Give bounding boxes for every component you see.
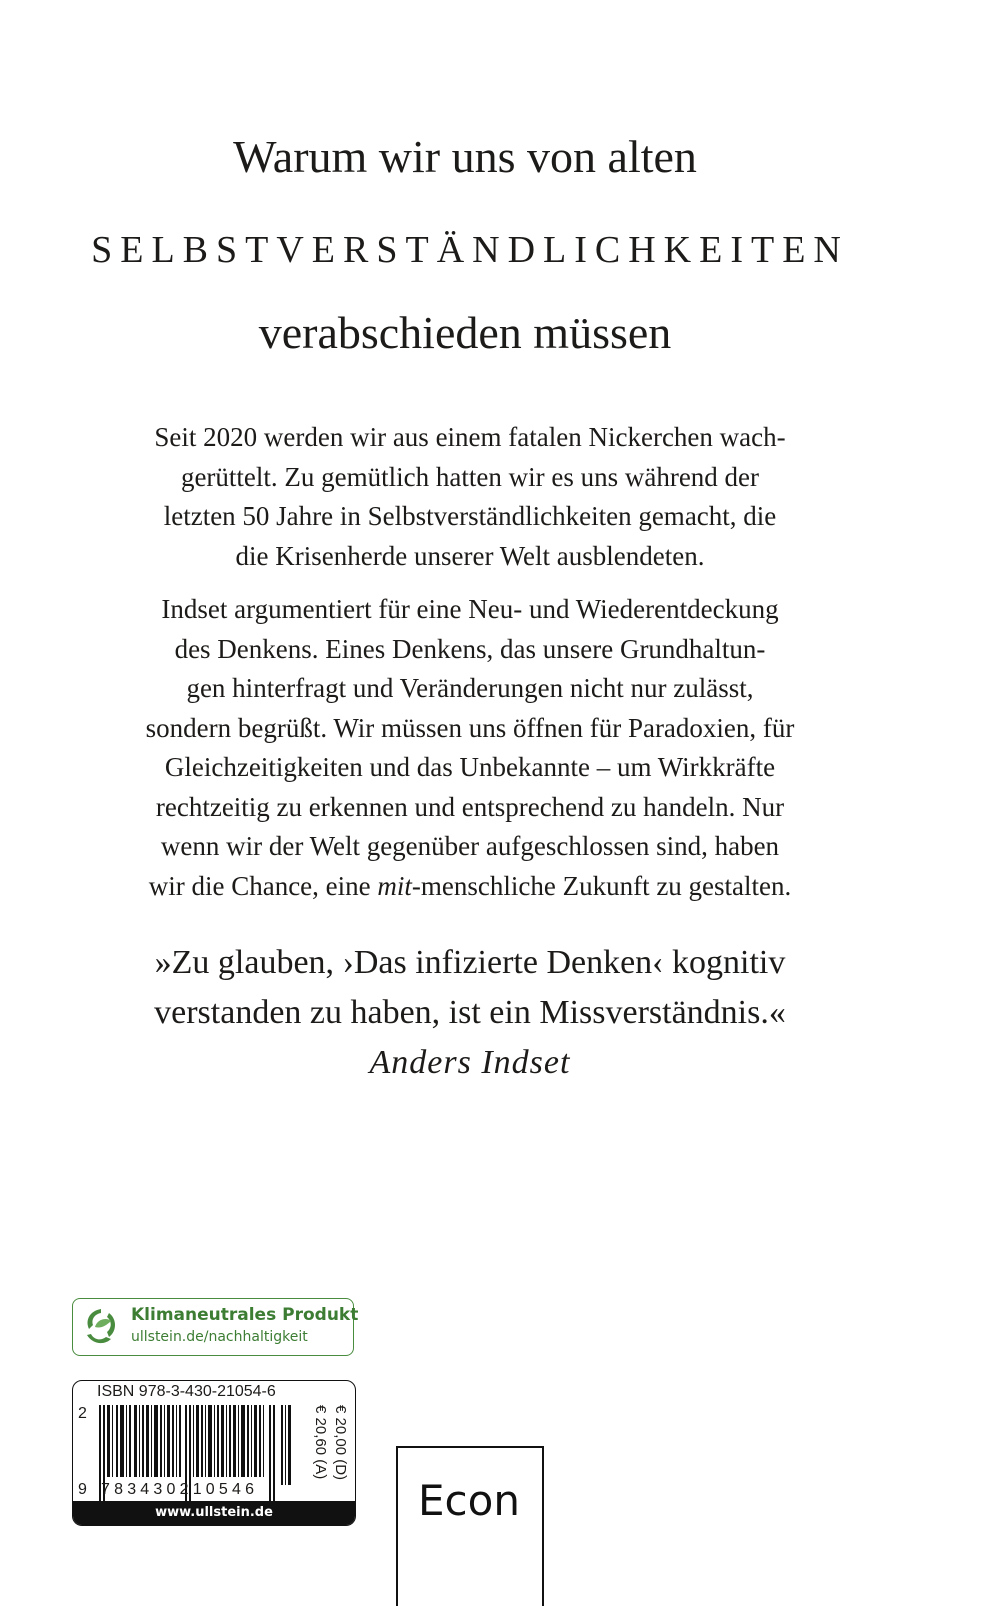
blurb-line: Gleichzeitigkeiten und das Unbekannte – um Wirkkräfte	[164, 752, 776, 782]
barcode-addon-digit: 2	[78, 1405, 87, 1422]
recycle-leaf-icon	[79, 1305, 123, 1349]
blurb-line: gen hinterfragt und Veränderungen nicht nur zulässt,	[186, 673, 754, 703]
quote-author: Anders Indset	[369, 1044, 571, 1081]
blurb-line: letzten 50 Jahre in Selbstverständlichkeiten gemacht, die	[163, 501, 777, 531]
headline-line-2: SELBSTVERSTÄNDLICHKEITEN	[91, 229, 849, 271]
blurb-line: wenn wir der Welt gegenüber aufgeschlossen sind, haben	[160, 831, 780, 861]
blurb-line: Seit 2020 werden wir aus einem fatalen Nickerchen wach-	[154, 422, 786, 452]
blurb-italic-word: mit	[377, 870, 412, 901]
price-block	[299, 1405, 355, 1479]
barcode-digits: 783430210546	[101, 1481, 259, 1498]
headline-line-1: Warum wir uns von alten	[233, 131, 697, 182]
blurb-line-last	[80, 867, 860, 907]
price-austria: € 20,60 (A)	[312, 1405, 329, 1480]
publisher-website: www.ullstein.de	[73, 1501, 355, 1525]
blurb-line: gerüttelt. Zu gemütlich hatten wir es uns während der	[180, 461, 760, 492]
badge-url: ullstein.de/nachhaltigkeit	[131, 1329, 308, 1345]
isbn-number: ISBN 978-3-430-21054-6	[97, 1383, 276, 1400]
barcode-lead-digit: 9	[78, 1481, 87, 1498]
blurb-line: des Denkens. Eines Denkens, das unsere Grundhaltun-	[174, 633, 766, 664]
blurb-text-before: wir die Chance, eine	[148, 870, 378, 901]
blurb-line: rechtzeitig zu erkennen und entsprechend zu handeln. Nur	[155, 791, 785, 822]
blurb-paragraph-2	[80, 590, 860, 906]
blurb-line: sondern begrüßt. Wir müssen uns öffnen für Paradoxien, für	[145, 712, 795, 743]
badge-title: Klimaneutrales Produkt	[131, 1305, 359, 1325]
blurb-paragraph-1	[80, 418, 860, 576]
pull-quote	[60, 938, 880, 1088]
barcode-panel	[72, 1380, 356, 1526]
blurb-text-after: -menschliche Zukunft zu gestalten.	[411, 870, 792, 901]
publisher-logo: Econ	[418, 1476, 520, 1525]
quote-line-1: »Zu glauben, ›Das infizierte Denken‹ kognitiv	[154, 944, 786, 981]
price-germany: € 20,00 (D)	[332, 1405, 349, 1481]
quote-line-2: verstanden zu haben, ist ein Missverständnis.«	[154, 994, 786, 1031]
publisher-logo-box	[396, 1446, 544, 1606]
blurb-line: Indset argumentiert für eine Neu- und Wiederentdeckung	[161, 594, 779, 624]
blurb-line: die Krisenherde unserer Welt ausblendeten.	[235, 540, 705, 571]
headline-line-3: verabschieden müssen	[258, 307, 672, 358]
climate-neutral-badge	[72, 1298, 359, 1356]
